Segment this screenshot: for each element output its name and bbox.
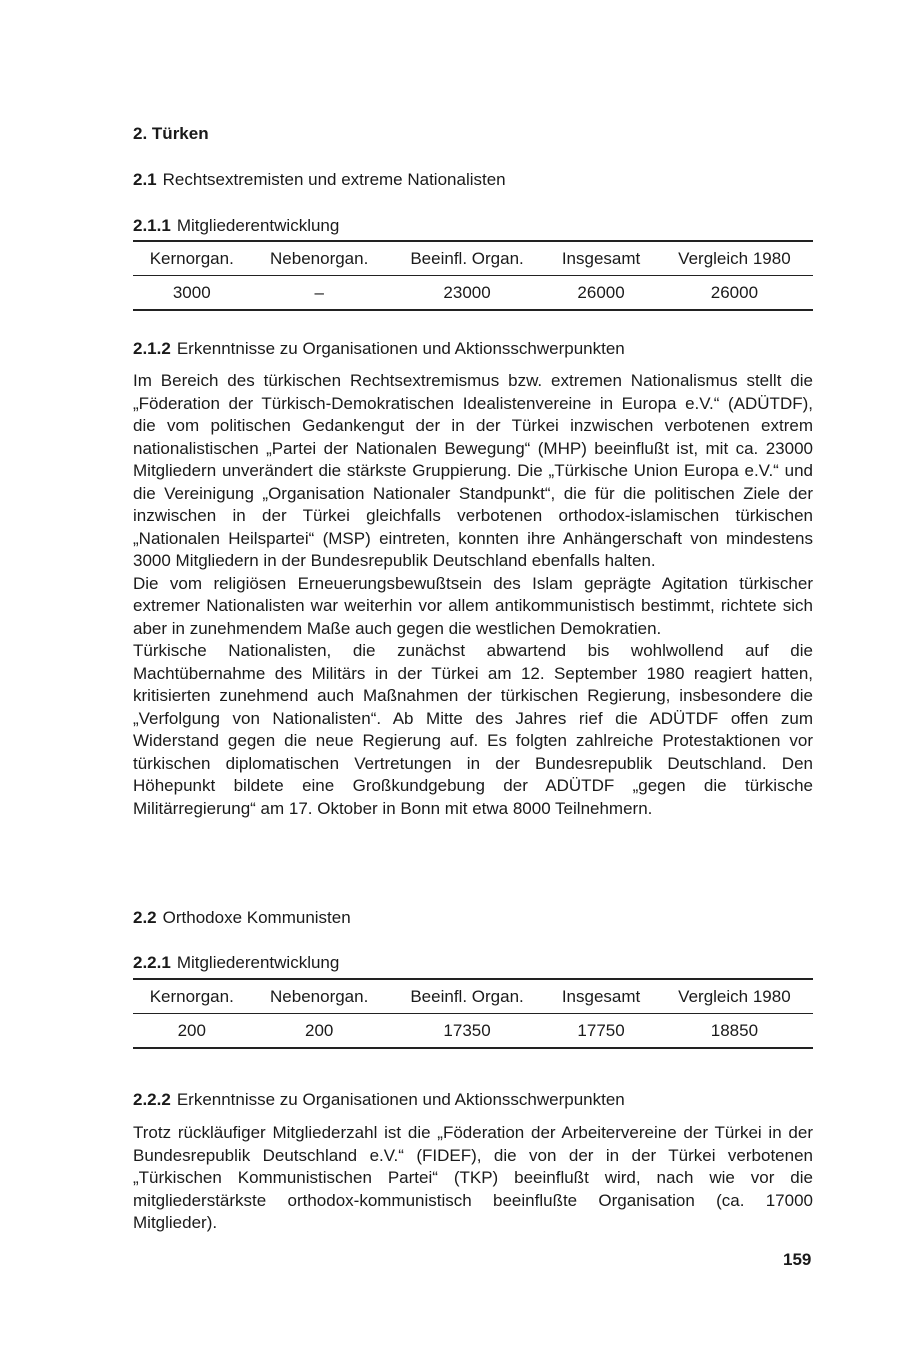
table-cell: 26000 xyxy=(577,282,625,302)
findings-text-2-2-2 xyxy=(133,1122,813,1235)
column-header: Kernorgan. xyxy=(149,986,234,1006)
heading-2-1-2 xyxy=(133,339,625,359)
heading-title: Mitgliederentwicklung xyxy=(176,216,340,235)
column-header: Insgesamt xyxy=(561,986,641,1006)
heading-title: Rechtsextremisten und extreme Nationalisten xyxy=(162,170,506,189)
table-header-row xyxy=(133,979,813,1014)
column-header: Nebenorgan. xyxy=(270,986,369,1006)
table-cell: 3000 xyxy=(172,282,211,302)
heading-title: Mitgliederentwicklung xyxy=(176,953,340,972)
column-header: Beeinfl. Organ. xyxy=(410,986,524,1006)
heading-number: 2.1.2 xyxy=(133,339,171,358)
column-header: Nebenorgan. xyxy=(270,248,369,268)
heading-2-2-2 xyxy=(133,1090,625,1110)
membership-table-2-1-1 xyxy=(133,240,813,311)
section-number: 2. xyxy=(133,124,148,143)
table-header-row xyxy=(133,241,813,276)
membership-table-2-2-1 xyxy=(133,978,813,1049)
heading-number: 2.2.1 xyxy=(133,953,171,972)
heading-2-2-1 xyxy=(133,953,339,973)
section-heading xyxy=(133,124,209,144)
heading-2-1-1 xyxy=(133,216,339,236)
heading-number: 2.1 xyxy=(133,170,157,189)
column-header: Vergleich 1980 xyxy=(678,248,791,268)
table-row xyxy=(133,1014,813,1049)
paragraph: Die vom religiösen Erneuerungsbewußtsein des Islam geprägte Agitation türkischer extremer Nationalisten war weiterhin vor allem antikommunistisch bestimmt, richtete sich aber in zunehmendem Maße auch gegen die westlichen Demokratien. xyxy=(133,573,813,638)
heading-number: 2.1.1 xyxy=(133,216,171,235)
paragraph: Türkische Nationalisten, die zunächst abwartend bis wohlwollend auf die Machtübernahme des Militärs in der Türkei am 12. September 1980 reagiert hatten, kritisierten zunehmend auch Maßnahmen der türkischen Regierung, insbesondere die „Verfolgung von Nationalisten“. Ab Mitte des Jahres rief die ADÜTDF offen zum Widerstand gegen die neue Regierung auf. Es folgten zahlreiche Protestaktionen vor türkischen diplomatischen Vertretungen in der Bundesrepublik Deutschland. Den Höhepunkt bildete eine Großkundgebung der ADÜTDF „gegen die türkische Militärregierung“ am 17. Oktober in Bonn mit etwa 8000 Teilnehmern. xyxy=(133,641,813,818)
table-row xyxy=(133,276,813,311)
column-header: Insgesamt xyxy=(561,248,641,268)
subsection-heading-2-2 xyxy=(133,908,351,928)
table-cell: 200 xyxy=(304,1020,334,1040)
page-number: 159 xyxy=(783,1250,812,1269)
heading-title: Orthodoxe Kommunisten xyxy=(162,908,351,927)
table-cell: 23000 xyxy=(443,282,491,302)
heading-title: Erkenntnisse zu Organisationen und Aktionsschwerpunkten xyxy=(176,1090,625,1109)
heading-number: 2.2.2 xyxy=(133,1090,171,1109)
table-cell: 18850 xyxy=(710,1020,759,1040)
column-header: Beeinfl. Organ. xyxy=(410,248,524,268)
column-header: Kernorgan. xyxy=(149,248,234,268)
column-header: Vergleich 1980 xyxy=(678,986,791,1006)
findings-text-2-1-2 xyxy=(133,370,813,820)
table-cell: 17750 xyxy=(577,1020,625,1040)
table-cell: 200 xyxy=(177,1020,206,1040)
paragraph: Im Bereich des türkischen Rechtsextremismus bzw. extremen Nationalismus stellt die „Föderation der Türkisch-Demokratischen Idealistenvereine in Europa e.V.“ (ADÜTDF), die vom politischen Gedankengut der in der Türkei inzwischen verbotenen extrem nationalistischen „Partei der Nationalen Bewegung“ (MHP) beeinflußt ist, mit ca. 23000 Mitgliedern unverändert die stärkste Gruppierung. Die „Türkische Union Europa e.V.“ und die Vereinigung „Organisation Nationaler Standpunkt“, die für die politischen Ziele der inzwischen in der Türkei gleichfalls verbotenen orthodox-islamischen türkischen „Nationalen Heilspartei“ (MSP) eintreten, konnten ihre Anhängerschaft von mindestens 3000 Mitgliedern in der Bundesrepublik Deutschland ebenfalls halten. xyxy=(133,371,813,570)
table-cell: 26000 xyxy=(710,282,759,302)
paragraph: Trotz rückläufiger Mitgliederzahl ist die „Föderation der Arbeitervereine der Türkei in der Bundesrepublik Deutschland e.V.“ (FIDEF), die von der in der Türkei verbotenen „Türkischen Kommunistischen Partei“ (TKP) beeinflußt wird, nach wie vor die mitgliederstärkste orthodox-kommunistisch beeinflußte Organisation (ca. 17000 Mitglieder). xyxy=(133,1123,813,1232)
heading-number: 2.2 xyxy=(133,908,157,927)
heading-title: Erkenntnisse zu Organisationen und Aktionsschwerpunkten xyxy=(176,339,625,358)
table-cell: 17350 xyxy=(443,1020,491,1040)
subsection-heading-2-1 xyxy=(133,170,506,190)
section-title: Türken xyxy=(151,124,209,143)
table-cell: – xyxy=(314,282,324,302)
